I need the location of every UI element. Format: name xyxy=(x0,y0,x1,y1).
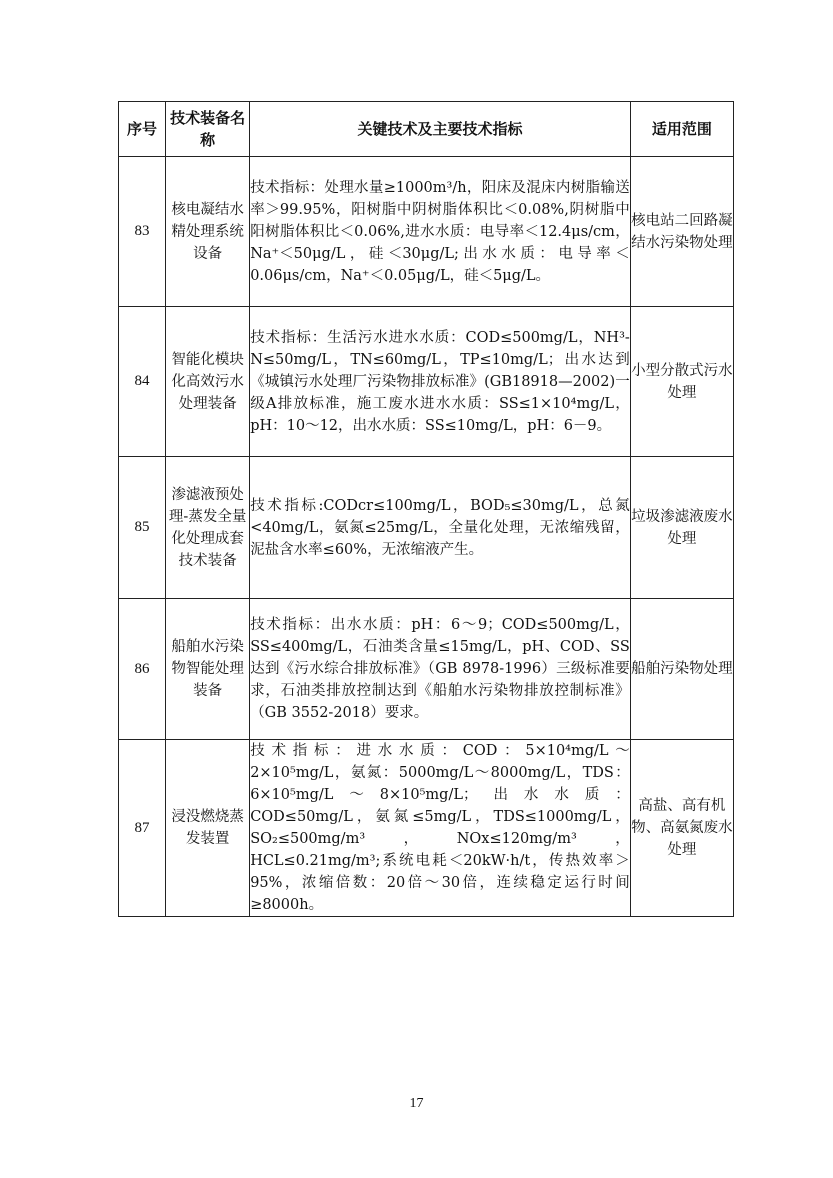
row-scope: 核电站二回路凝结水污染物处理 xyxy=(630,157,733,307)
row-equipment-name: 渗滤液预处理-蒸发全量化处理成套技术装备 xyxy=(166,457,250,599)
row-equipment-name: 船舶水污染物智能处理装备 xyxy=(166,599,250,740)
row-spec: 技术指标：生活污水进水水质：COD≤500mg/L，NH³-N≤50mg/L，TN≤60mg/L，TP≤10mg/L；出水达到《城镇污水处理厂污染物排放标准》(GB18918—2002)一级A排放标准，施工废水进水水质：SS≤1×10⁴mg/L，pH：10～12，出水水质：SS≤10mg/L，pH：6－9。 xyxy=(250,307,631,457)
row-index: 86 xyxy=(119,599,166,740)
table-row xyxy=(119,740,734,917)
row-equipment-name: 智能化模块化高效污水处理装备 xyxy=(166,307,250,457)
row-scope: 小型分散式污水处理 xyxy=(630,307,733,457)
header-name: 技术装备名称 xyxy=(166,102,250,157)
row-index: 83 xyxy=(119,157,166,307)
row-equipment-name: 核电凝结水精处理系统设备 xyxy=(166,157,250,307)
table-header-row xyxy=(119,102,734,157)
row-scope: 船舶污染物处理 xyxy=(630,599,733,740)
table-row xyxy=(119,157,734,307)
table-row xyxy=(119,457,734,599)
row-equipment-name: 浸没燃烧蒸发装置 xyxy=(166,740,250,917)
row-spec: 技术指标：出水水质：pH：6～9；COD≤500mg/L，SS≤400mg/L，石油类含量≤15mg/L，pH、COD、SS达到《污水综合排放标准》（GB 8978-1996）三级标准要求，石油类排放控制达到《船舶水污染物排放控制标准》（GB 3552-2018）要求。 xyxy=(250,599,631,740)
row-spec: 技术指标：进水水质：COD：5×10⁴mg/L～2×10⁵mg/L，氨氮：5000mg/L～8000mg/L，TDS：6×10⁵mg/L～8×10⁵mg/L；出水水质：COD≤50mg/L，氨氮≤5mg/L，TDS≤1000mg/L，SO₂≤500mg/m³，NOx≤120mg/m³，HCL≤0.21mg/m³;系统电耗＜20kW·h/t，传热效率＞95%，浓缩倍数：20倍～30倍，连续稳定运行时间≥8000h。 xyxy=(250,740,631,917)
table-row xyxy=(119,307,734,457)
row-scope: 高盐、高有机物、高氨氮废水处理 xyxy=(630,740,733,917)
row-index: 85 xyxy=(119,457,166,599)
header-index: 序号 xyxy=(119,102,166,157)
row-spec: 技术指标:CODcr≤100mg/L，BOD₅≤30mg/L，总氮<40mg/L，氨氮≤25mg/L，全量化处理，无浓缩残留，泥盐含水率≤60%，无浓缩液产生。 xyxy=(250,457,631,599)
row-index: 87 xyxy=(119,740,166,917)
header-scope: 适用范围 xyxy=(630,102,733,157)
row-index: 84 xyxy=(119,307,166,457)
page-number: 17 xyxy=(409,1096,424,1111)
row-scope: 垃圾渗滤液废水处理 xyxy=(630,457,733,599)
table-row xyxy=(119,599,734,740)
header-spec: 关键技术及主要技术指标 xyxy=(250,102,631,157)
technology-equipment-table xyxy=(118,101,734,917)
row-spec: 技术指标：处理水量≥1000m³/h，阳床及混床内树脂输送率＞99.95%，阳树脂中阴树脂体积比＜0.08%,阴树脂中阳树脂体积比＜0.06%,进水水质：电导率＜12.4μs/cm，Na⁺＜50μg/L，硅＜30μg/L;出水水质：电导率＜0.06μs/cm，Na⁺＜0.05μg/L，硅＜5μg/L。 xyxy=(250,157,631,307)
